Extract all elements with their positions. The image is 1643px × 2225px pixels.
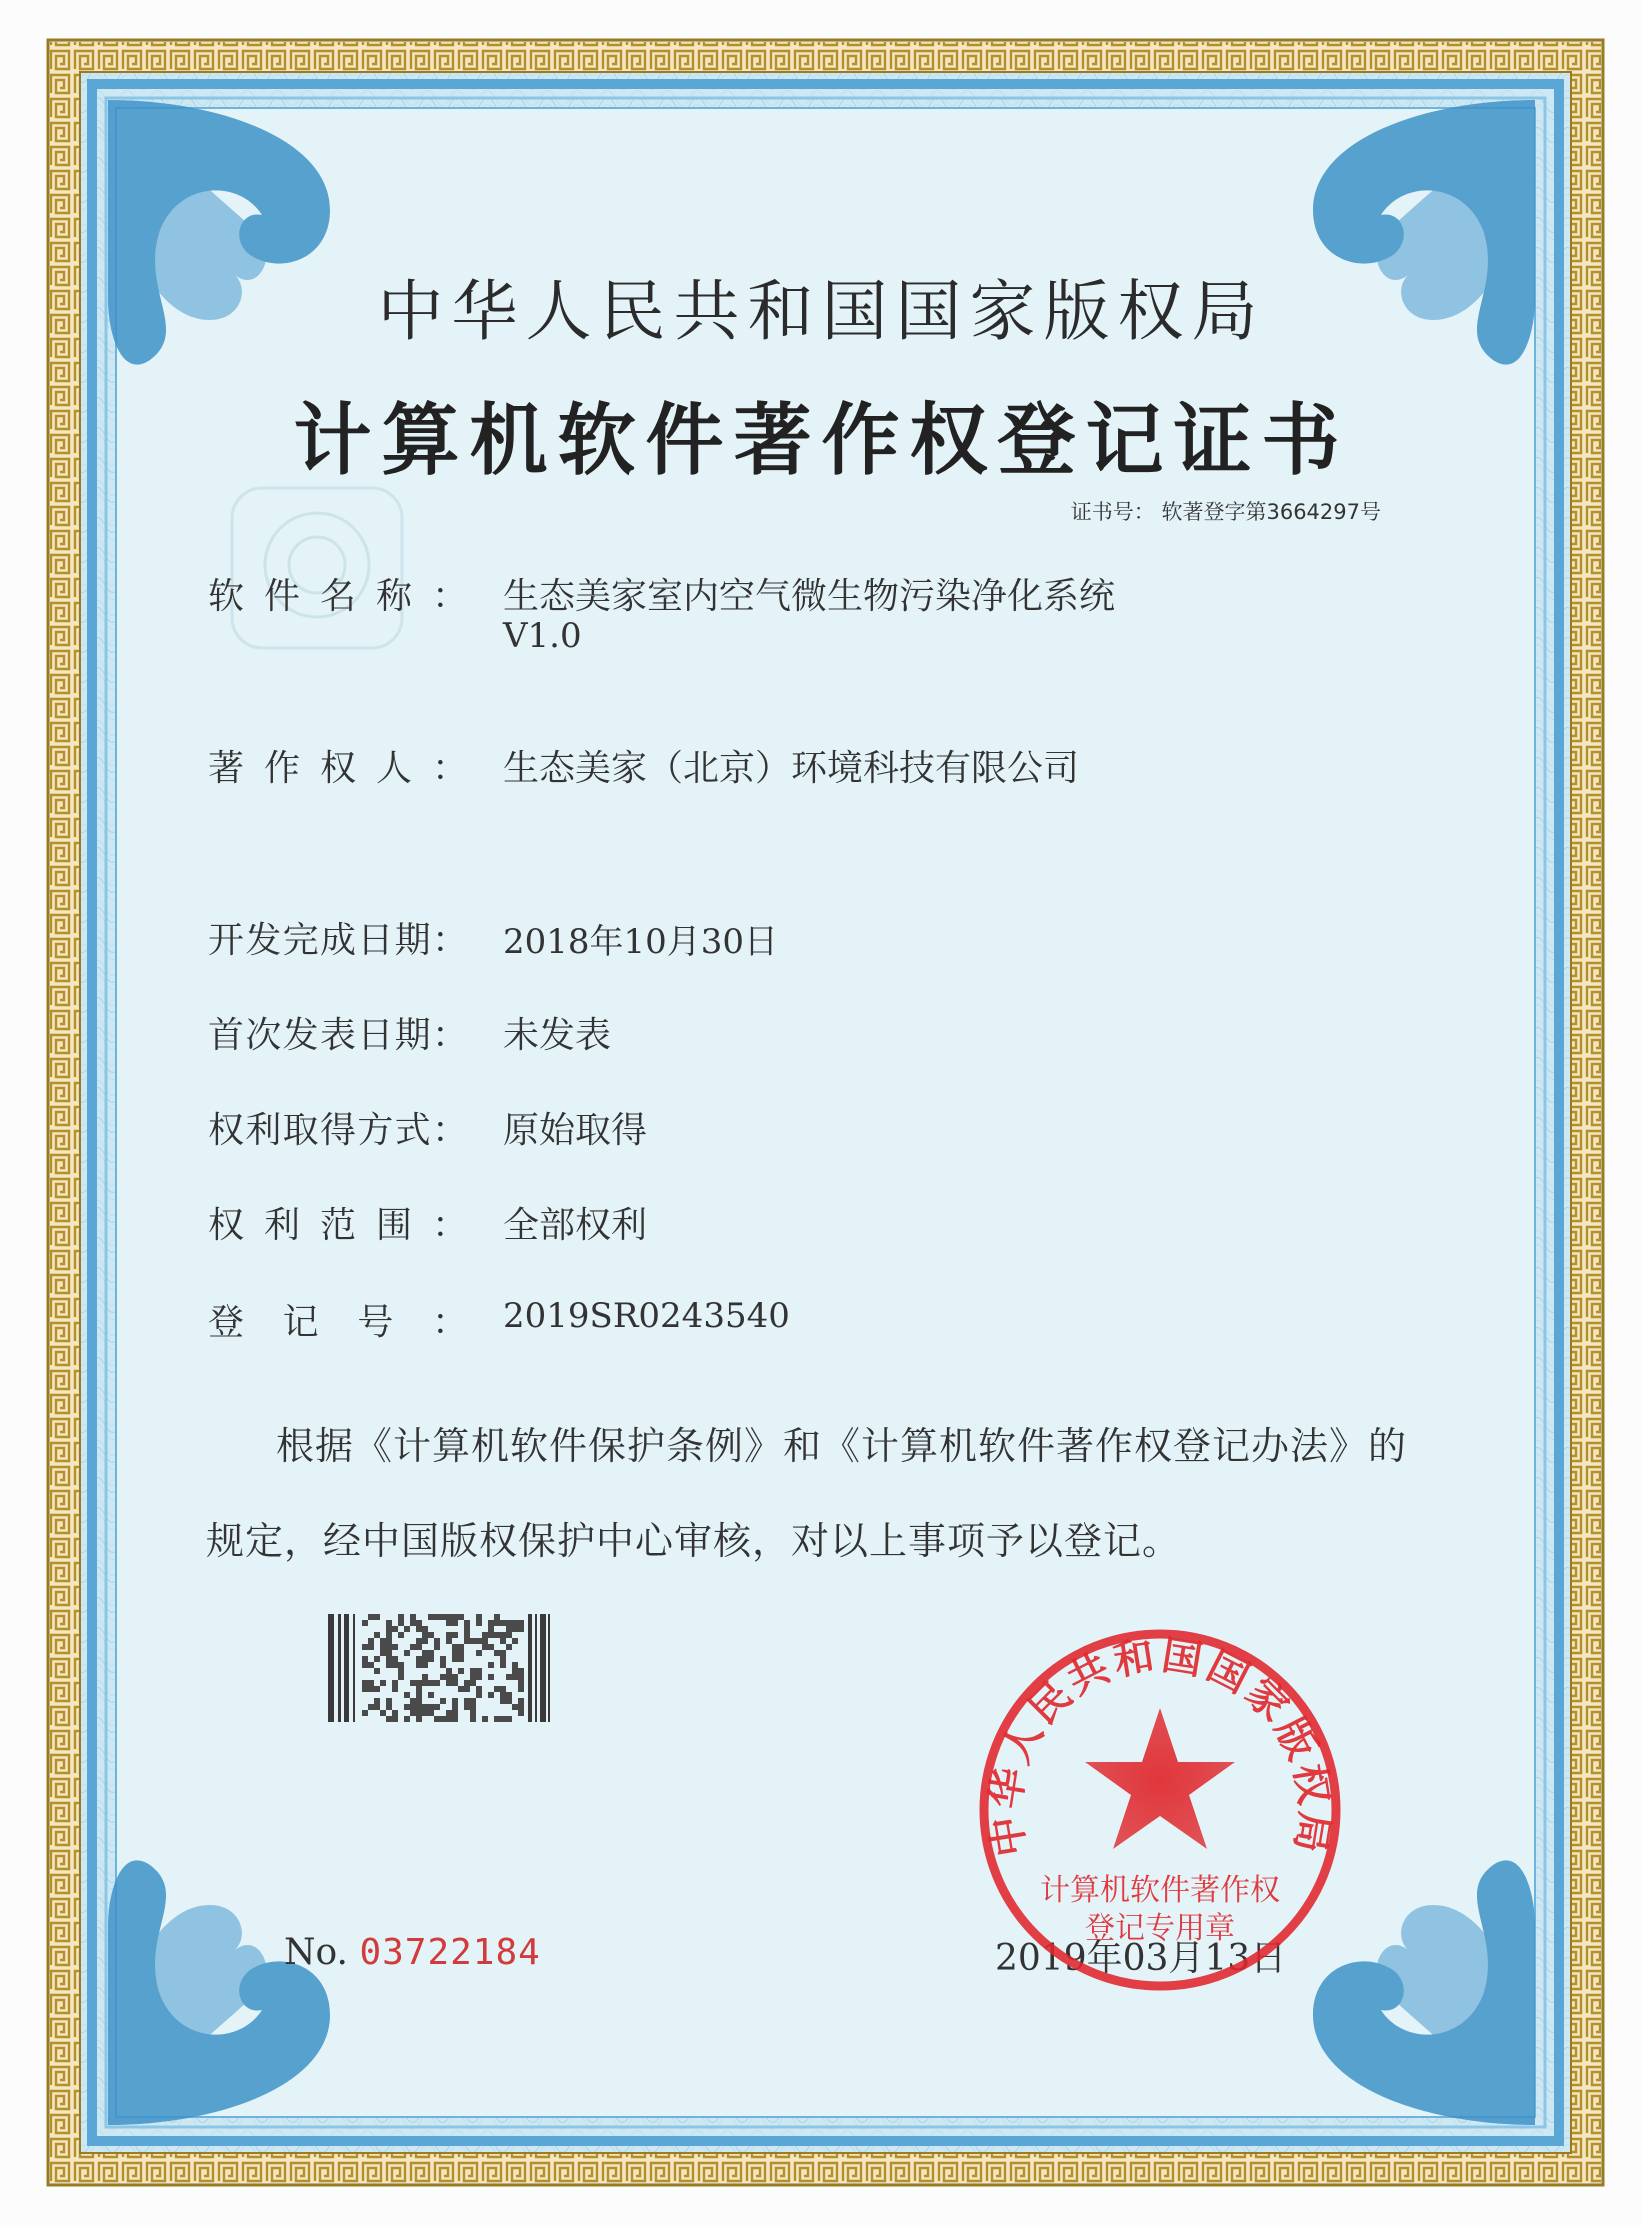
issuing-organization: 中华人民共和国国家版权局 [377,273,1266,350]
rights-scope-label: 权利范围： [208,1205,468,1246]
star-icon [1085,1708,1235,1849]
certificate-number-value: 软著登字第3664297号 [1161,500,1381,524]
official-seal [970,1620,1350,2000]
completion-date-label: 开发完成日期： [208,920,468,961]
completion-date-value: 2018年10月30日 [503,922,779,962]
copyright-owner-value: 生态美家（北京）环境科技有限公司 [503,748,1080,789]
seal-line-1: 计算机软件著作权 [1040,1873,1280,1908]
statement-line-1: 根据《计算机软件保护条例》和《计算机软件著作权登记办法》的 [276,1424,1408,1468]
first-publication-label: 首次发表日期： [208,1015,468,1056]
software-version-value: V1.0 [503,616,582,656]
qr-barcode [328,1614,550,1722]
serial-prefix: No. [284,1932,348,1973]
software-name-label: 软件名称： [208,576,468,617]
rights-scope-value: 全部权利 [503,1205,648,1246]
acquisition-method-label: 权利取得方式： [208,1110,468,1151]
acquisition-method-value: 原始取得 [503,1110,648,1151]
registration-number-label: 登记号： [208,1302,468,1343]
registration-number-value: 2019SR0243540 [503,1296,790,1336]
statement-line-2: 规定，经中国版权保护中心审核，对以上事项予以登记。 [206,1519,1182,1563]
seal-line-2: 登记专用章 [1085,1911,1235,1946]
serial-number [284,1932,541,1973]
certificate-title: 计算机软件著作权登记证书 [293,396,1350,486]
serial-number-value: 03722184 [359,1932,541,1973]
software-name-value: 生态美家室内空气微生物污染净化系统 [503,576,1116,617]
certificate-number-label: 证书号： [1070,500,1155,524]
issue-date: 2019年03月13日 [995,1938,1287,1979]
certificate-number [1071,496,1381,526]
copyright-owner-label: 著作权人： [208,748,468,789]
first-publication-value: 未发表 [503,1015,612,1056]
seal-arc-text: 中华人民共和国国家版权局 [982,1632,1338,1860]
